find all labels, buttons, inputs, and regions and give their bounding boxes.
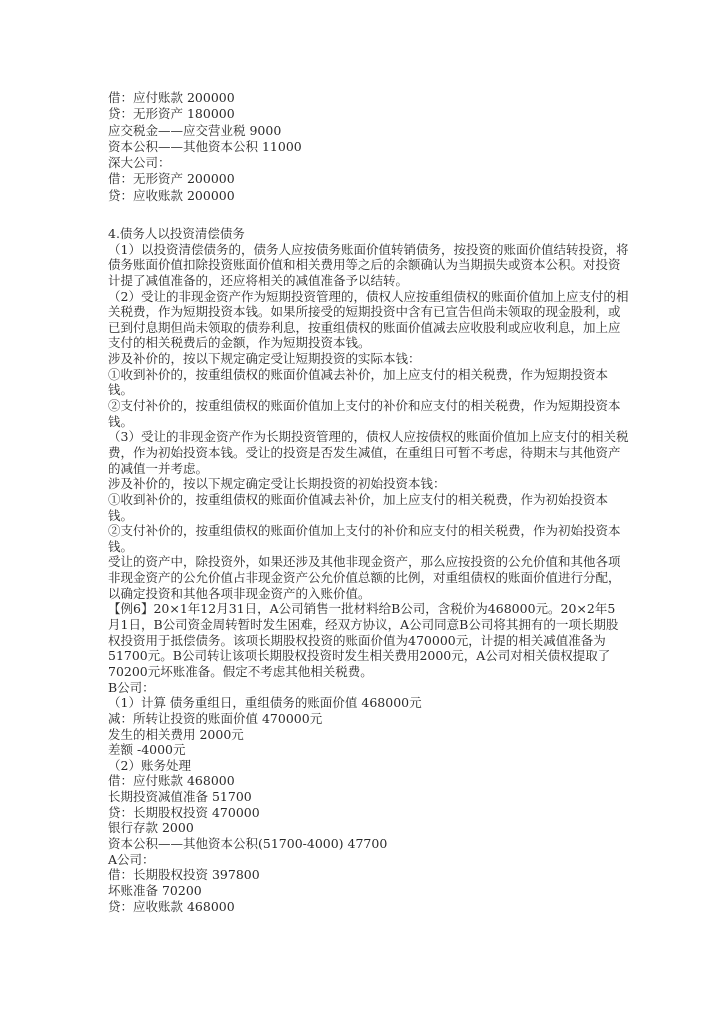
text-line: 关税费，作为短期投资本钱。如果所接受的短期投资中含有已宣告但尚未领取的现金股利，或 [108, 304, 621, 320]
journal-entries-top [108, 90, 302, 204]
text-line: 贷：无形资产 180000 [108, 106, 235, 122]
text-line: 4.债务人以投资清偿债务 [108, 226, 245, 241]
text-line: 以确定投资和其他各项非现金资产的入账价值。 [108, 585, 371, 601]
text-line: 支付的相关税费后的金额，作为短期投资本钱。 [108, 335, 371, 351]
text-line: 受让的资产中，除投资外，如果还涉及其他非现金资产，那么应按投资的公允价值和其他各项 [108, 554, 621, 570]
text-line: 坏账准备 70200 [108, 882, 202, 898]
text-line: ①收到补价的，按重组债权的账面价值减去补价，加上应支付的相关税费，作为短期投资本 [108, 366, 609, 382]
text-line: 资本公积——其他资本公积 11000 [108, 138, 302, 154]
text-line: 发生的相关费用 2000元 [108, 726, 244, 742]
text-line: ①收到补价的，按重组债权的账面价值减去补价，加上应支付的相关税费，作为初始投资本 [108, 491, 609, 507]
document-body [108, 226, 628, 914]
text-line: （2）账务处理 [108, 757, 191, 773]
text-line: 借：无形资产 200000 [108, 171, 235, 187]
text-line: 涉及补价的，按以下规定确定受让短期投资的实际本钱： [108, 351, 421, 367]
text-line: ②支付补价的，按重组债权的账面价值加上支付的补价和应支付的相关税费，作为短期投资本 [108, 398, 621, 414]
text-line: 钱。 [108, 507, 134, 523]
text-line: 权投资用于抵偿债务。该项长期股权投资的账面价值为470000元，计提的相关减值准备为 [108, 632, 606, 648]
text-line: 涉及补价的，按以下规定确定受让长期投资的初始投资本钱： [108, 476, 446, 492]
text-line: 银行存款 2000 [108, 820, 194, 836]
text-line: 钱。 [108, 413, 134, 429]
text-line: B公司： [108, 679, 155, 695]
text-line: 债务账面价值扣除投资账面价值和相关费用等之后的余额确认为当期损失或资本公积。对投资 [108, 257, 621, 273]
text-line: 70200元坏账准备。假定不考虑其他相关税费。 [108, 663, 373, 679]
text-line: 非现金资产的公允价值占非现金资产公允价值总额的比例，对重组债权的账面价值进行分配， [108, 570, 621, 586]
text-line: 差额 -4000元 [108, 742, 186, 758]
text-line: 深大公司： [108, 155, 171, 171]
text-line: ②支付补价的，按重组债权的账面价值加上支付的补价和应支付的相关税费，作为初始投资本 [108, 523, 621, 539]
text-line: 贷：应收账款 468000 [108, 898, 235, 914]
text-line: 长期投资减值准备 51700 [108, 789, 252, 805]
text-line: 资本公积——其他资本公积(51700-4000) 47700 [108, 835, 388, 851]
text-line: 51700元。B公司转让该项长期股权投资时发生相关费用2000元，A公司对相关债权提取了 [108, 648, 611, 664]
text-line: 减：所转让投资的账面价值 470000元 [108, 710, 323, 726]
text-line: 借：应付账款 468000 [108, 773, 235, 789]
text-line: 月1日，B公司资金周转暂时发生困难，经双方协议，A公司同意B公司将其拥有的一项长期股 [108, 617, 619, 633]
text-line: 借：长期股权投资 397800 [108, 867, 260, 883]
text-line: A公司： [108, 851, 155, 867]
text-line: （1）以投资清偿债务的，债务人应按债务账面价值转销债务，按投资的账面价值结转投资，将 [108, 241, 629, 257]
text-line: 计提了减值准备的，还应将相关的减值准备予以结转。 [108, 272, 409, 288]
text-line: 费，作为初始投资本钱。受让的投资是否发生减值，在重组日可暂不考虑，待期末与其他资产 [108, 444, 621, 460]
text-line: 【例6】20×1年12月31日，A公司销售一批材料给B公司，含税价为468000元。20×2年5 [108, 601, 616, 617]
text-line: （2）受让的非现金资产作为短期投资管理的，债权人应按重组债权的账面价值加上应支付的相 [108, 288, 629, 304]
text-line: 已到付息期但尚未领取的债券利息，按重组债权的账面价值减去应收股利或应收利息，加上应 [108, 319, 621, 335]
text-line: 贷：应收账款 200000 [108, 187, 235, 203]
text-line: 钱。 [108, 382, 134, 398]
text-line: 借：应付账款 200000 [108, 90, 235, 105]
text-line: 钱。 [108, 538, 134, 554]
text-line: 的减值一并考虑。 [108, 460, 209, 476]
text-line: 应交税金——应交营业税 9000 [108, 122, 282, 138]
text-line: （3）受让的非现金资产作为长期投资管理的，债权人应按债权的账面价值加上应支付的相关税 [108, 429, 629, 445]
text-line: 贷：长期股权投资 470000 [108, 804, 260, 820]
text-line: （1）计算 债务重组日，重组债务的账面价值 468000元 [108, 695, 422, 711]
